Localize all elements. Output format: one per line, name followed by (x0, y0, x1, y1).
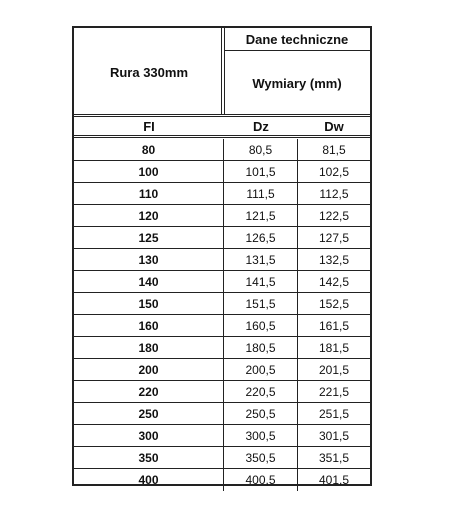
table-row (74, 469, 370, 491)
cell-dw: 201,5 (318, 362, 350, 377)
cell-dw: 81,5 (322, 142, 346, 157)
table-row (74, 293, 370, 315)
table-row (74, 337, 370, 359)
column-header-dz: Dz (253, 118, 269, 134)
cell-fi: 150 (74, 293, 224, 314)
cell-dz: 250,5 (224, 403, 298, 424)
cell-dz: 220,5 (224, 381, 298, 402)
cell-dz: 160,5 (224, 315, 298, 336)
cell-dz: 121,5 (224, 205, 298, 226)
cell-fi: 180 (74, 337, 224, 358)
cell-fi: 140 (74, 271, 224, 292)
header-divider-columns-bottom-double (74, 137, 370, 138)
table-row (74, 403, 370, 425)
cell-fi: 160 (74, 315, 224, 336)
cell-dw: 102,5 (318, 164, 350, 179)
cell-dz: 101,5 (224, 161, 298, 182)
cell-dz: 350,5 (224, 447, 298, 468)
cell-dw: 127,5 (318, 230, 350, 245)
cell-fi: 125 (74, 227, 224, 248)
pipe-dimensions-table (72, 26, 372, 486)
cell-dw: 301,5 (318, 428, 350, 443)
cell-dz: 80,5 (224, 139, 298, 160)
tech-data-label: Dane techniczne (245, 31, 349, 47)
cell-dz: 180,5 (224, 337, 298, 358)
cell-dz: 126,5 (224, 227, 298, 248)
cell-dz: 151,5 (224, 293, 298, 314)
cell-fi: 80 (74, 139, 224, 160)
cell-fi: 100 (74, 161, 224, 182)
table-row (74, 447, 370, 469)
cell-fi: 350 (74, 447, 224, 468)
cell-dz: 131,5 (224, 249, 298, 270)
cell-dz: 141,5 (224, 271, 298, 292)
cell-dw: 221,5 (318, 384, 350, 399)
cell-dw: 251,5 (318, 406, 350, 421)
cell-fi: 130 (74, 249, 224, 270)
table-row (74, 205, 370, 227)
dimensions-label: Wymiary (mm) (252, 75, 342, 91)
cell-dw: 351,5 (318, 450, 350, 465)
cell-fi: 400 (74, 469, 224, 491)
cell-fi: 200 (74, 359, 224, 380)
column-header-fi: FI (143, 118, 155, 134)
table-row (74, 425, 370, 447)
cell-fi: 120 (74, 205, 224, 226)
cell-dw: 132,5 (318, 252, 350, 267)
table-row (74, 271, 370, 293)
cell-dw: 161,5 (318, 318, 350, 333)
cell-dw: 181,5 (318, 340, 350, 355)
cell-dw: 152,5 (318, 296, 350, 311)
table-body (74, 139, 370, 491)
table-row (74, 359, 370, 381)
table-row (74, 227, 370, 249)
cell-fi: 250 (74, 403, 224, 424)
table-row (74, 315, 370, 337)
cell-dz: 300,5 (224, 425, 298, 446)
cell-fi: 220 (74, 381, 224, 402)
cell-dz: 200,5 (224, 359, 298, 380)
table-row (74, 139, 370, 161)
cell-dw: 112,5 (319, 186, 349, 201)
cell-dz: 400,5 (224, 469, 298, 491)
table-row (74, 381, 370, 403)
cell-dw: 142,5 (318, 274, 350, 289)
table-row (74, 249, 370, 271)
pipe-label: Rura 330mm (109, 64, 189, 80)
cell-dw: 401,5 (318, 473, 350, 487)
table-row (74, 183, 370, 205)
table-row (74, 161, 370, 183)
cell-fi: 300 (74, 425, 224, 446)
column-header-dw: Dw (324, 118, 344, 134)
cell-fi: 110 (74, 183, 224, 204)
cell-dz: 111,5 (224, 183, 298, 204)
cell-dw: 122,5 (318, 208, 350, 223)
